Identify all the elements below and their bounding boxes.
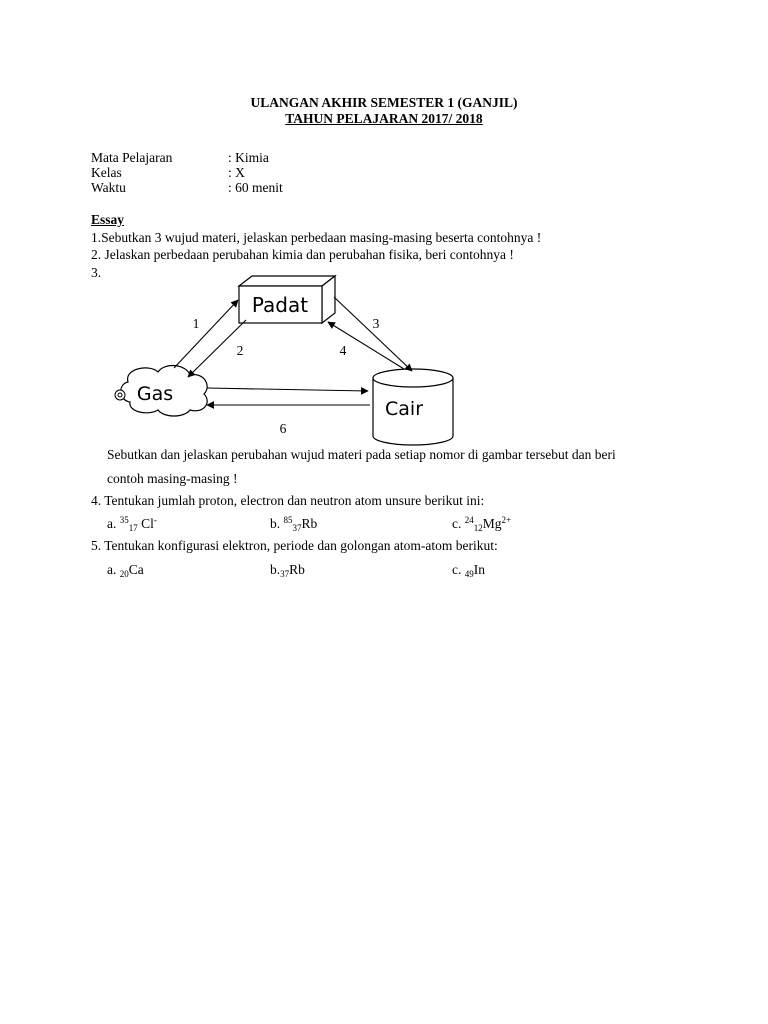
cair-container [373,369,453,445]
question-3-text-line1: Sebutkan dan jelaskan perubahan wujud materi pada setiap nomor di gambar tersebut dan beri [107,447,616,462]
option-prefix: b. [270,516,284,531]
info-label-subject: Mata Pelajaran [91,150,173,165]
exam-title: ULANGAN AKHIR SEMESTER 1 (GANJIL) [250,95,518,110]
phase-change-diagram [0,0,768,470]
q5-option-a [107,562,144,578]
gas-cloud [115,366,207,416]
option-prefix: a. [107,562,120,577]
mass-number: 24 [464,515,474,525]
arrow-label-3: 3 [372,316,380,331]
atomic-number: 17 [128,523,138,533]
arrow-label-4: 4 [339,343,347,358]
ion-charge: - [153,515,157,525]
option-prefix: b. [270,562,281,577]
q5-option-b [270,562,305,578]
arrow-5 [207,388,368,391]
info-label-class: Kelas [91,165,122,180]
padat-box [239,276,335,323]
element-symbol: In [473,562,485,577]
section-heading: Essay [91,212,125,227]
arrow-label-1: 1 [192,316,200,331]
padat-label: Padat [251,293,309,317]
question-3-text-line2: contoh masing-masing ! [107,471,238,486]
q4-option-b [270,516,317,532]
info-value-subject: : Kimia [228,150,269,165]
question-4: 4. Tentukan jumlah proton, electron dan neutron atom unsure berikut ini: [91,493,485,508]
atomic-number: 37 [280,569,290,579]
q5-option-c [452,562,485,578]
mass-number: 85 [283,515,293,525]
info-label-time: Waktu [91,180,126,195]
mass-number: 35 [119,515,129,525]
question-1: 1.Sebutkan 3 wujud materi, jelaskan perbedaan masing-masing beserta contohnya ! [91,230,542,245]
arrow-label-2: 2 [236,343,244,358]
q4-option-c [452,516,511,532]
ion-charge: 2+ [501,515,512,525]
q4-option-a [107,516,157,532]
element-symbol: Rb [301,516,318,531]
option-prefix: a. [107,516,120,531]
atomic-number: 12 [473,523,483,533]
question-2: 2. Jelaskan perbedaan perubahan kimia dan perubahan fisika, beri contohnya ! [91,247,514,262]
arrow-label-6: 6 [279,421,287,436]
atomic-number: 49 [464,569,474,579]
element-symbol: Cl [137,516,154,531]
info-value-time: : 60 menit [228,180,283,195]
element-symbol: Rb [289,562,305,577]
academic-year: TAHUN PELAJARAN 2017/ 2018 [285,111,483,126]
atomic-number: 20 [119,569,129,579]
arrow-1 [174,300,238,368]
atomic-number: 37 [292,523,302,533]
question-5: 5. Tentukan konfigurasi elektron, periode dan golongan atom-atom berikut: [91,538,498,553]
element-symbol: Ca [128,562,144,577]
option-prefix: c. [452,562,465,577]
arrow-3 [334,297,412,371]
info-value-class: : X [228,165,245,180]
cair-label: Cair [385,398,423,420]
element-symbol: Mg [482,516,502,531]
question-3-number: 3. [91,265,102,280]
option-prefix: c. [452,516,465,531]
gas-label: Gas [136,383,174,405]
